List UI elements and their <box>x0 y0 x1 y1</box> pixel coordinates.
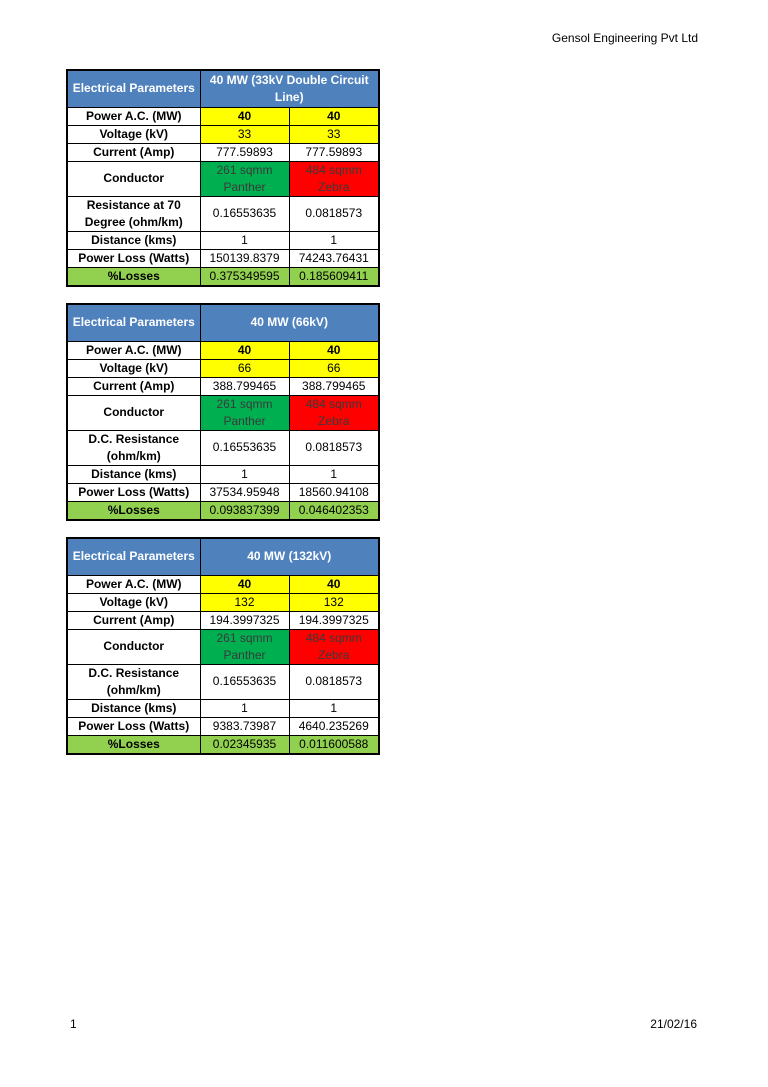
voltage-value: 33 <box>200 125 289 143</box>
row-label: Voltage (kV) <box>67 593 200 611</box>
power-loss-value: 9383.73987 <box>200 717 289 735</box>
voltage-value: 33 <box>289 125 379 143</box>
row-label: Power Loss (Watts) <box>67 249 200 267</box>
power-value: 40 <box>200 107 289 125</box>
power-loss-value: 37534.95948 <box>200 483 289 501</box>
conductor-value: 484 sqmm Zebra <box>289 161 379 196</box>
row-label: Power A.C. (MW) <box>67 575 200 593</box>
power-value: 40 <box>200 575 289 593</box>
parameters-table-33kv <box>66 69 380 287</box>
resistance-value: 0.0818573 <box>289 664 379 699</box>
conductor-value: 261 sqmm Panther <box>200 395 289 430</box>
header-label: Electrical Parameters <box>67 70 200 107</box>
page-number: 1 <box>70 1017 77 1031</box>
losses-value: 0.093837399 <box>200 501 289 520</box>
resistance-value: 0.16553635 <box>200 196 289 231</box>
conductor-value: 484 sqmm Zebra <box>289 395 379 430</box>
distance-value: 1 <box>289 465 379 483</box>
header-label: Electrical Parameters <box>67 538 200 575</box>
losses-value: 0.011600588 <box>289 735 379 754</box>
row-label: Voltage (kV) <box>67 125 200 143</box>
row-label: %Losses <box>67 735 200 754</box>
current-value: 194.3997325 <box>289 611 379 629</box>
current-value: 194.3997325 <box>200 611 289 629</box>
distance-value: 1 <box>200 699 289 717</box>
resistance-value: 0.16553635 <box>200 430 289 465</box>
resistance-value: 0.0818573 <box>289 430 379 465</box>
row-label: Current (Amp) <box>67 377 200 395</box>
power-value: 40 <box>289 341 379 359</box>
current-value: 777.59893 <box>200 143 289 161</box>
parameters-table-66kv <box>66 303 380 521</box>
voltage-value: 132 <box>200 593 289 611</box>
row-label: Power A.C. (MW) <box>67 341 200 359</box>
conductor-value: 484 sqmm Zebra <box>289 629 379 664</box>
current-value: 388.799465 <box>289 377 379 395</box>
row-label: Distance (kms) <box>67 699 200 717</box>
row-label: Conductor <box>67 161 200 196</box>
losses-value: 0.185609411 <box>289 267 379 286</box>
power-value: 40 <box>289 575 379 593</box>
distance-value: 1 <box>289 699 379 717</box>
losses-value: 0.02345935 <box>200 735 289 754</box>
distance-value: 1 <box>200 231 289 249</box>
company-name: Gensol Engineering Pvt Ltd <box>551 31 698 45</box>
table-title: 40 MW (33kV Double Circuit Line) <box>200 70 379 107</box>
row-label: %Losses <box>67 501 200 520</box>
row-label: D.C. Resistance (ohm/km) <box>67 664 200 699</box>
row-label: D.C. Resistance (ohm/km) <box>67 430 200 465</box>
voltage-value: 66 <box>200 359 289 377</box>
row-label: Power Loss (Watts) <box>67 717 200 735</box>
losses-value: 0.375349595 <box>200 267 289 286</box>
footer-date: 21/02/16 <box>650 1017 697 1031</box>
row-label: %Losses <box>67 267 200 286</box>
resistance-value: 0.0818573 <box>289 196 379 231</box>
row-label: Distance (kms) <box>67 231 200 249</box>
power-loss-value: 4640.235269 <box>289 717 379 735</box>
power-loss-value: 150139.8379 <box>200 249 289 267</box>
row-label: Current (Amp) <box>67 143 200 161</box>
header-label: Electrical Parameters <box>67 304 200 341</box>
row-label: Conductor <box>67 629 200 664</box>
losses-value: 0.046402353 <box>289 501 379 520</box>
row-label: Conductor <box>67 395 200 430</box>
parameters-table-132kv <box>66 537 380 755</box>
row-label: Current (Amp) <box>67 611 200 629</box>
row-label: Power A.C. (MW) <box>67 107 200 125</box>
power-loss-value: 18560.94108 <box>289 483 379 501</box>
resistance-value: 0.16553635 <box>200 664 289 699</box>
power-value: 40 <box>289 107 379 125</box>
power-value: 40 <box>200 341 289 359</box>
row-label: Resistance at 70 Degree (ohm/km) <box>67 196 200 231</box>
voltage-value: 132 <box>289 593 379 611</box>
row-label: Power Loss (Watts) <box>67 483 200 501</box>
table-title: 40 MW (132kV) <box>200 538 379 575</box>
conductor-value: 261 sqmm Panther <box>200 629 289 664</box>
current-value: 388.799465 <box>200 377 289 395</box>
voltage-value: 66 <box>289 359 379 377</box>
distance-value: 1 <box>289 231 379 249</box>
row-label: Distance (kms) <box>67 465 200 483</box>
current-value: 777.59893 <box>289 143 379 161</box>
conductor-value: 261 sqmm Panther <box>200 161 289 196</box>
power-loss-value: 74243.76431 <box>289 249 379 267</box>
row-label: Voltage (kV) <box>67 359 200 377</box>
distance-value: 1 <box>200 465 289 483</box>
table-title: 40 MW (66kV) <box>200 304 379 341</box>
